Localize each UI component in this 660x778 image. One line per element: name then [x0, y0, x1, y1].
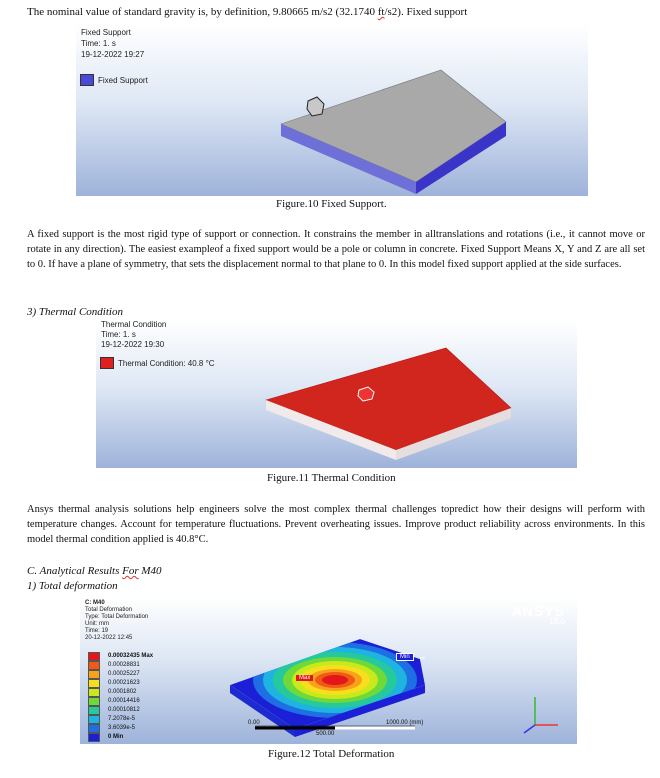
colorbar-label-1: 0.00028831 [108, 662, 140, 668]
heading-total-deformation: 1) Total deformation [27, 580, 118, 592]
colorbar-label-6: 0.00010812 [108, 707, 140, 713]
colorbar-label-7: 7.2078e-5 [108, 716, 136, 722]
colorbar-label-3: 0.00021623 [108, 680, 140, 686]
fig12-date: 20-12-2022 12:45 [85, 635, 133, 641]
paragraph-fixed-support: A fixed support is the most rigid type of support or connection. It constrains the member in alltranslations and rotations (i.e., it cannot move or rotate in any direction). The easiest exampleof a fixed support would be a pole or column in concrete. Fixed Support Means X, Y and Z are all set to 0. If have a plane of symmetry, that sets the displacement normal to that plane to 0. In this model fixed support applied at the side surfaces. [27, 229, 645, 270]
scale-mid: 500.00 [316, 731, 335, 737]
intro-text-end: /s2). Fixed support [384, 6, 468, 18]
scale-end: 1000.00 (mm) [386, 720, 424, 726]
fig11-title: Thermal Condition [101, 320, 167, 329]
fig10-title: Fixed Support [81, 28, 131, 37]
figure11-panel [96, 320, 577, 468]
fig10-legend-label: Fixed Support [98, 75, 148, 85]
intro-text: The nominal value of standard gravity is, by definition, 9.80665 m/s2 (32.1740 [27, 6, 378, 18]
fig10-time: Time: 1. s [81, 39, 116, 48]
fig12-caption: Figure.12 Total Deformation [268, 748, 395, 760]
fig12-model [80, 597, 577, 744]
fig11-model [96, 320, 577, 468]
min-tag: Min [396, 653, 414, 661]
ft-word: ft [377, 6, 385, 18]
intro-line [27, 6, 467, 18]
fig12-title: C: M40 [85, 600, 105, 606]
figure12-panel [80, 597, 577, 744]
fig12-type: Type: Total Deformation [85, 614, 149, 620]
ansys-logo: ANSYS [511, 603, 565, 619]
fig12-time: Time: 19 [85, 628, 109, 634]
max-tag: Max [296, 675, 313, 681]
colorbar-label-9: 0 Min [108, 734, 124, 740]
fig11-time: Time: 1. s [101, 330, 136, 339]
fig12-subtitle: Total Deformation [85, 607, 133, 613]
heading-results-text: C. Analytical Results [27, 565, 123, 577]
fig11-caption: Figure.11 Thermal Condition [267, 472, 396, 484]
fig10-caption: Figure.10 Fixed Support. [276, 198, 387, 210]
fig11-legend-label: Thermal Condition: 40.8 °C [118, 358, 215, 368]
scale-start: 0.00 [248, 720, 260, 726]
colorbar-label-0: 0.00032435 Max [108, 653, 154, 659]
fig10-model [76, 24, 588, 196]
heading-thermal-condition: 3) Thermal Condition [27, 306, 123, 318]
heading-results-end: M40 [138, 565, 162, 577]
paragraph-thermal: Ansys thermal analysis solutions help engineers solve the most complex thermal challenges topredict how their designs will perform with temperature changes. Account for temperature fluctuations. Prevent overheating issues. Improve product reliability across environments. In this model thermal condition applied is 40.8°C. [27, 504, 645, 545]
fig12-unit: Unit: mm [85, 621, 109, 627]
colorbar-label-4: 0.0001802 [108, 689, 137, 695]
colorbar-label-8: 3.6039e-5 [108, 725, 136, 731]
heading-analytical-results [27, 565, 162, 577]
colorbar-label-5: 0.00014416 [108, 698, 140, 704]
fig10-date: 19-12-2022 19:27 [81, 50, 145, 59]
ansys-version: 16.0 [549, 617, 565, 626]
fig10-vertex-marker [307, 97, 324, 116]
colorbar-label-2: 0.00025227 [108, 671, 140, 677]
heading-results-squiggle: For [122, 565, 139, 577]
figure10-panel [76, 24, 588, 196]
fig11-date: 19-12-2022 19:30 [101, 340, 165, 349]
